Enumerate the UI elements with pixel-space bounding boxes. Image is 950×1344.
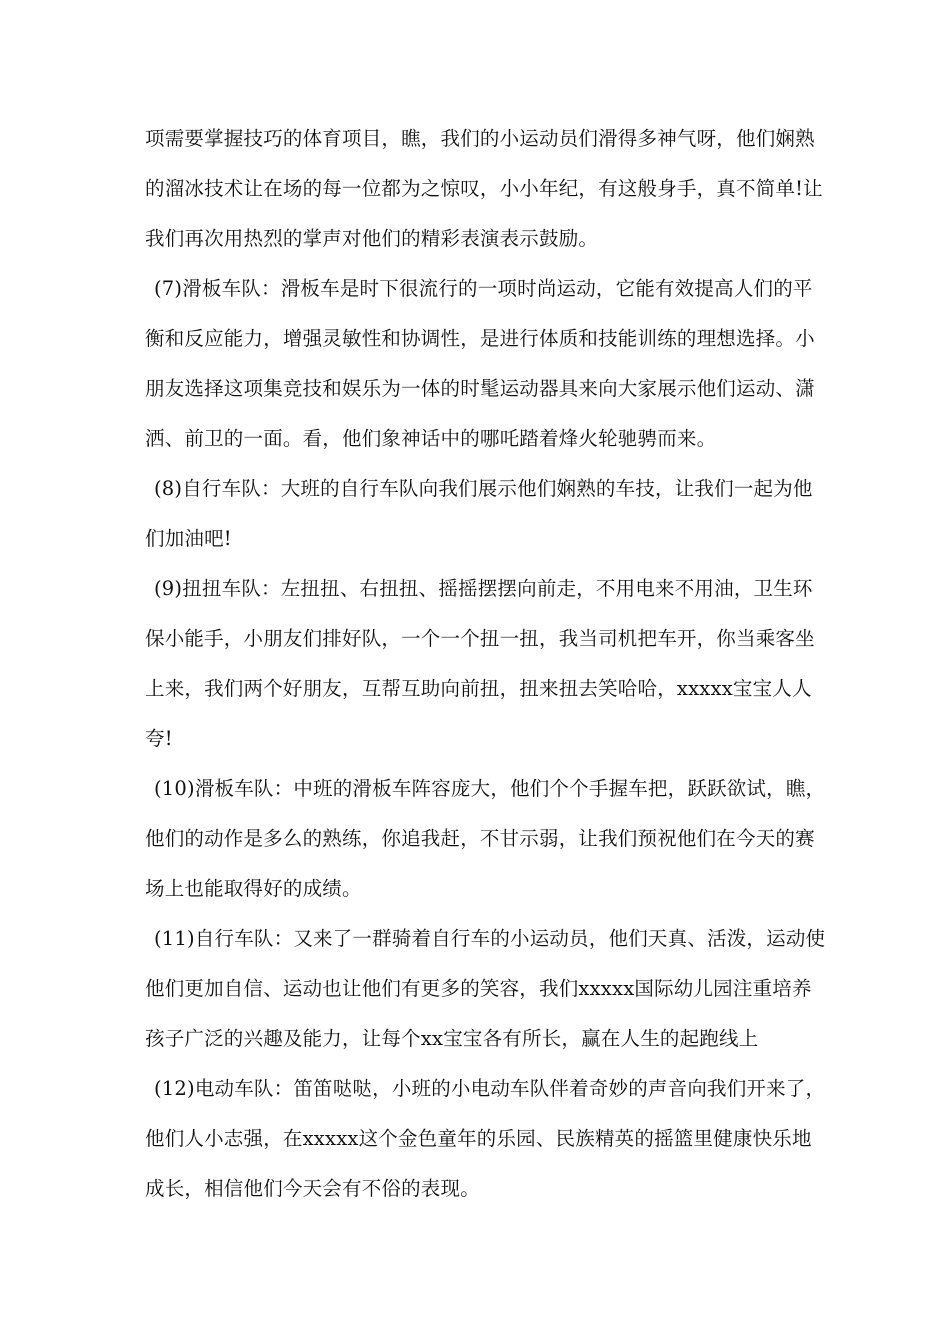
text-line: 衡和反应能力，增强灵敏性和协调性，是进行体质和技能训练的理想选择。小 [145,327,815,350]
text-line: 的溜冰技术让在场的每一位都为之惊叹，小小年纪，有这般身手，真不简单!让 [145,177,823,200]
text-line: 他们的动作是多么的熟练，你追我赶，不甘示弱，让我们预祝他们在今天的赛 [145,827,815,850]
paragraph-start-line: (8)自行车队：大班的自行车队向我们展示他们娴熟的车技，让我们一起为他 [154,477,813,500]
paragraph-start-line: (12)电动车队：笛笛哒哒，小班的小电动车队伴着奇妙的声音向我们开来了， [154,1077,826,1100]
text-line: 场上也能取得好的成绩。 [145,877,362,900]
text-line: 朋友选择这项集竞技和娱乐为一体的时髦运动器具来向大家展示他们运动、潇 [145,377,815,400]
text-line: 孩子广泛的兴趣及能力，让每个xx宝宝各有所长，赢在人生的起跑线上 [145,1027,759,1050]
text-line: 上来，我们两个好朋友，互帮互助向前扭，扭来扭去笑哈哈，xxxxx宝宝人人 [145,677,812,700]
paragraph-start-line: (7)滑板车队：滑板车是时下很流行的一项时尚运动，它能有效提高人们的平 [154,277,813,300]
text-line: 们加油吧! [145,527,232,550]
text-line: 他们人小志强，在xxxxx这个金色童年的乐园、民族精英的摇篮里健康快乐地 [145,1127,812,1150]
paragraph-start-line: (10)滑板车队：中班的滑板车阵容庞大，他们个个手握车把，跃跃欲试，瞧， [154,777,826,800]
text-line: 夸! [145,727,173,750]
text-line: 洒、前卫的一面。看，他们象神话中的哪吒踏着烽火轮驰骋而来。 [145,427,717,450]
paragraph-start-line: (9)扭扭车队：左扭扭、右扭扭、摇摇摆摆向前走，不用电来不用油，卫生环 [154,577,813,600]
text-line: 我们再次用热烈的掌声对他们的精彩表演表示鼓励。 [145,227,599,250]
text-line: 成长，相信他们今天会有不俗的表现。 [145,1177,480,1200]
text-line: 他们更加自信、运动也让他们有更多的笑容，我们xxxxx国际幼儿园注重培养 [145,977,812,1000]
text-line: 保小能手，小朋友们排好队，一个一个扭一扭，我当司机把车开，你当乘客坐 [145,627,815,650]
text-line: 项需要掌握技巧的体育项目，瞧，我们的小运动员们滑得多神气呀，他们娴熟 [145,127,815,150]
paragraph-start-line: (11)自行车队：又来了一群骑着自行车的小运动员，他们天真、活泼，运动使 [154,927,826,950]
